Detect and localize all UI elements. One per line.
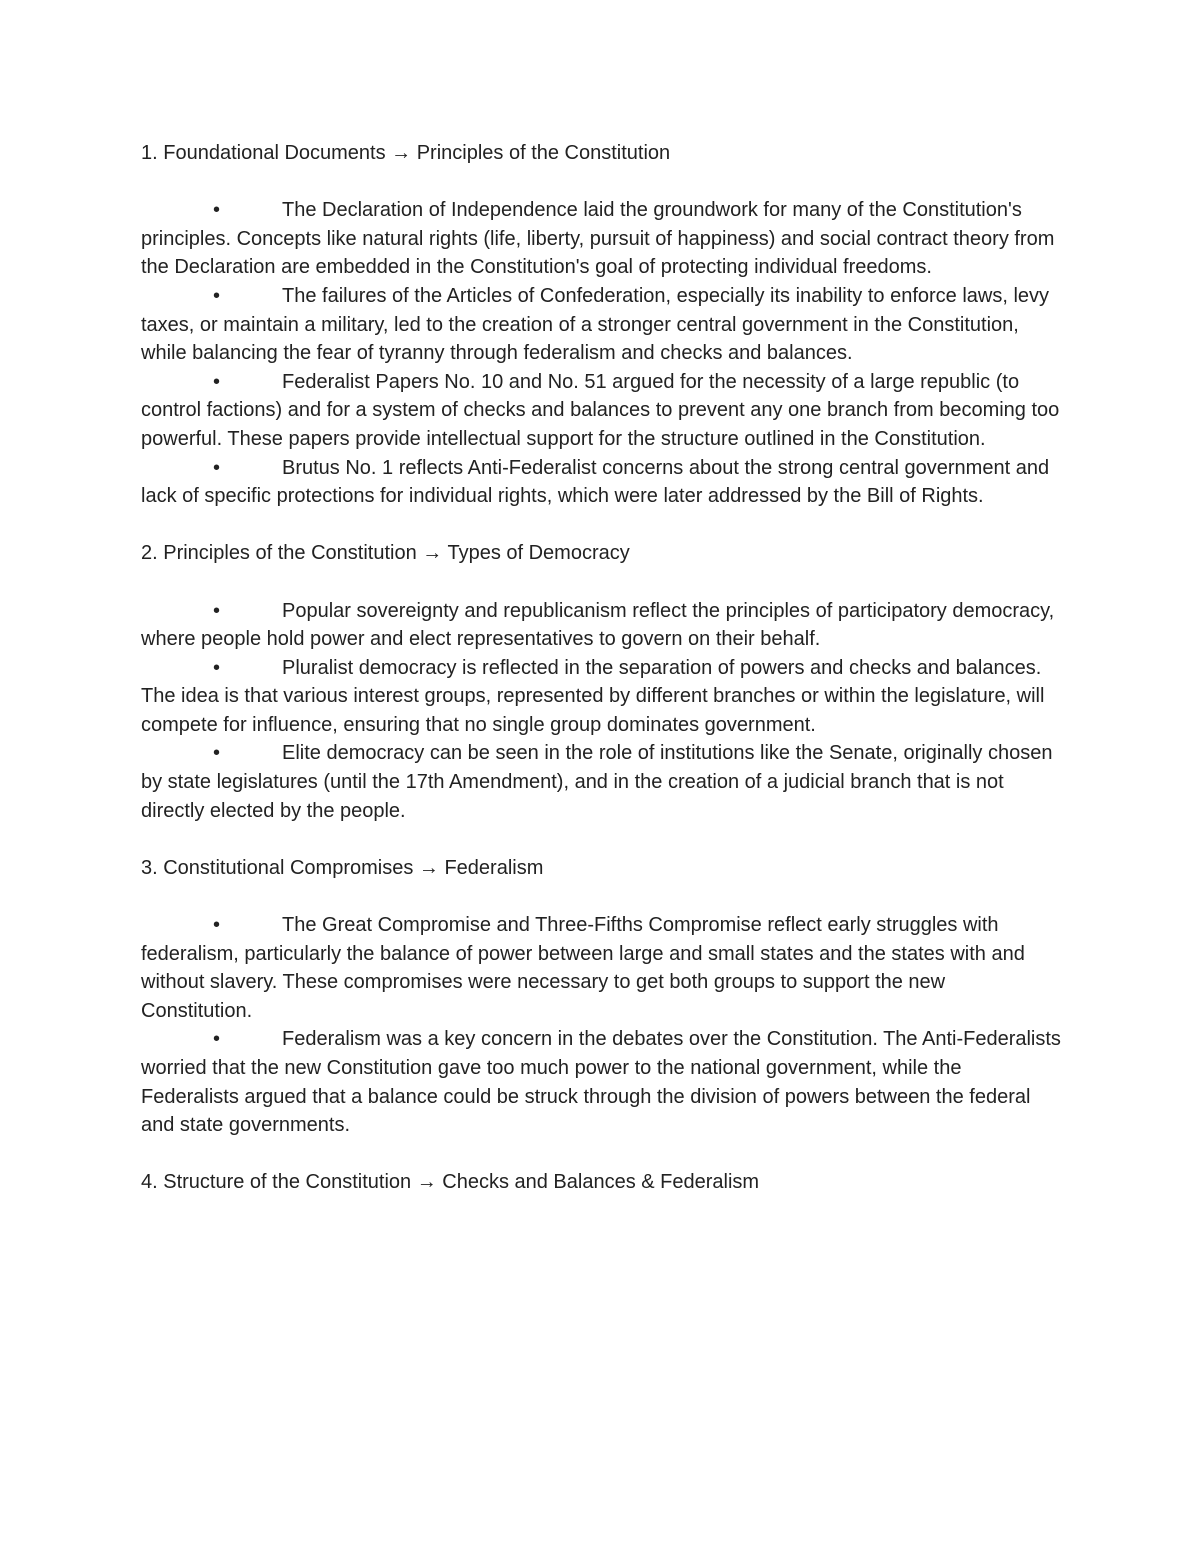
bullet-text: Federalist Papers No. 10 and No. 51 argued for the necessity of a large republic (to control factions) and for a system of checks and balances to prevent any one branch from becoming too powerful. These papers provide intellectual support for the structure outlined in the Constitution. [141,370,1060,450]
bullet-text: Brutus No. 1 reflects Anti-Federalist concerns about the strong central government and lack of specific protections for individual rights, which were later addressed by the Bill of Rights. [141,456,1050,508]
bullet-icon: • [213,656,221,679]
section-2 [141,539,1061,825]
bullet-item [141,282,1061,368]
bullet-icon: • [213,456,221,479]
document-body [141,139,1061,1197]
bullet-item [141,654,1061,740]
bullet-text: Federalism was a key concern in the debates over the Constitution. The Anti-Federalists worried that the new Constitution gave too much power to the national government, while the Federalists argued that a balance could be struck through the division of powers between the federal and state governments. [141,1028,1061,1137]
bullet-icon: • [213,199,221,222]
bullet-icon: • [213,284,221,307]
bullet-list [141,597,1061,826]
spacer [141,1140,1061,1169]
bullet-item [141,368,1061,454]
spacer [141,168,1061,197]
section-1 [141,139,1061,511]
bullet-icon: • [213,1028,221,1051]
bullet-item [141,597,1061,654]
section-3 [141,854,1061,1140]
bullet-text: The Declaration of Independence laid the groundwork for many of the Constitution's principles. Concepts like natural rights (life, liberty, pursuit of happiness) and social contract theory from the Declaration are embedded in the Constitution's goal of protecting individual freedoms. [141,199,1055,279]
bullet-icon: • [213,599,221,622]
bullet-text: The Great Compromise and Three-Fifths Compromise reflect early struggles with federalism, particularly the balance of power between large and small states and the states with and without slavery. These compromises were necessary to get both groups to support the new Constitution. [141,914,1025,1022]
bullet-item [141,911,1061,1025]
section-heading: 1. Foundational Documents → Principles of the Constitution [141,142,671,164]
bullet-item [141,454,1061,511]
spacer [141,882,1061,911]
bullet-item [141,739,1061,825]
bullet-icon: • [213,370,221,393]
bullet-icon: • [213,742,221,765]
section-heading: 3. Constitutional Compromises → Federalism [141,856,544,879]
bullet-icon: • [213,914,221,937]
bullet-item [141,196,1061,282]
bullet-item [141,1025,1061,1139]
spacer [141,825,1061,854]
bullet-text: Popular sovereignty and republicanism reflect the principles of participatory democracy, where people hold power and elect representatives to govern on their behalf. [141,599,1055,651]
section-heading: 4. Structure of the Constitution → Checks and Balances & Federalism [141,1171,760,1194]
spacer [141,568,1061,597]
bullet-text: Elite democracy can be seen in the role of institutions like the Senate, originally chosen by state legislatures (until the 17th Amendment), and in the creation of a judicial branch that is not directly elected by the people. [141,742,1053,822]
bullet-text: Pluralist democracy is reflected in the separation of powers and checks and balances. The idea is that various interest groups, represented by different branches or within the legislature, will compete for influence, ensuring that no single group dominates government. [141,656,1045,736]
spacer [141,511,1061,540]
bullet-list [141,911,1061,1140]
section-4 [141,1168,1061,1197]
bullet-list [141,196,1061,511]
section-heading: 2. Principles of the Constitution → Types of Democracy [141,542,630,565]
bullet-text: The failures of the Articles of Confederation, especially its inability to enforce laws, levy taxes, or maintain a military, led to the creation of a stronger central government in the Constitution, while balancing the fear of tyranny through federalism and checks and balances. [141,284,1050,365]
